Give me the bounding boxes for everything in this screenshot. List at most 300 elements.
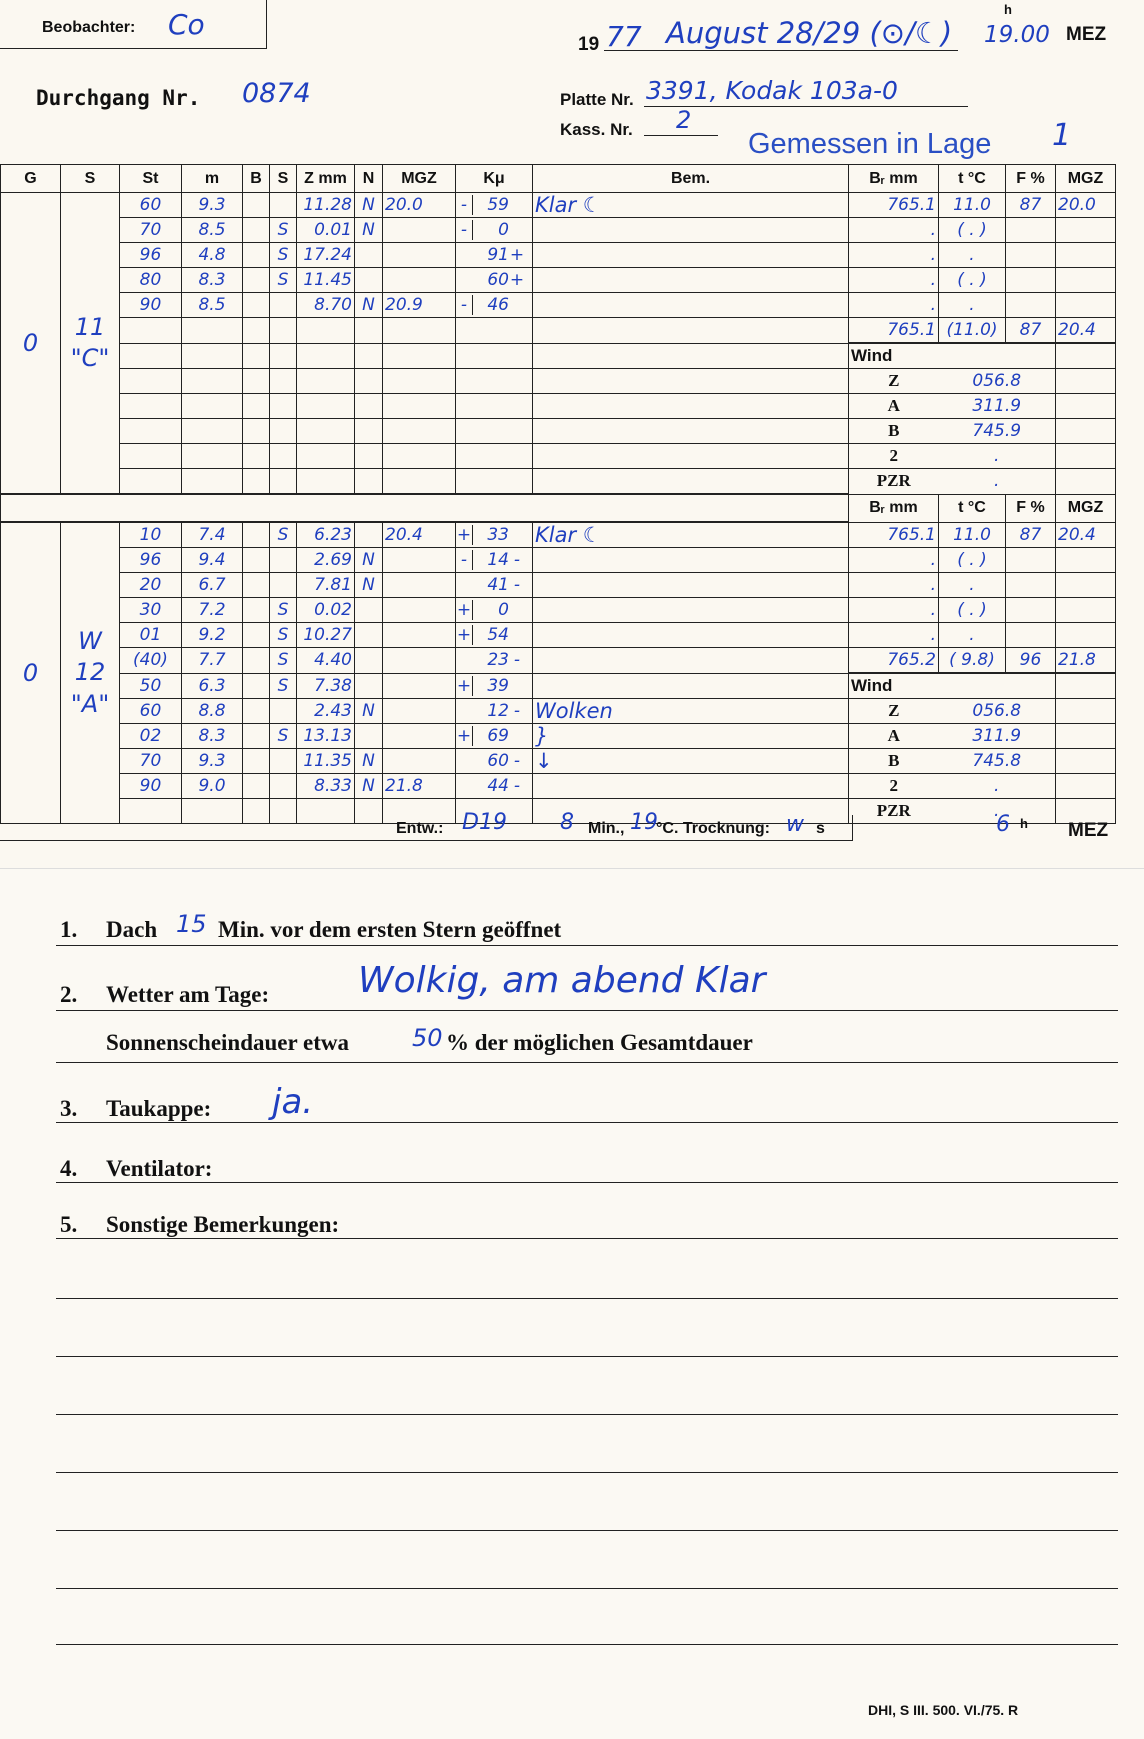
note5-label: Sonstige Bemerkungen:: [106, 1212, 340, 1237]
blank-line: [56, 1588, 1118, 1589]
k-value: 46: [487, 295, 509, 315]
plate-label: Platte Nr.: [560, 90, 634, 109]
note3-value: ja.: [272, 1082, 314, 1122]
bem-cell: [533, 444, 849, 469]
k-value: 33: [487, 525, 509, 545]
param-blank: [1056, 369, 1116, 394]
m-cell: [182, 419, 243, 444]
wind-label: Wind: [849, 343, 1056, 369]
k-sign: +: [456, 625, 472, 645]
k-value: 54: [487, 625, 509, 645]
param-value: .: [939, 774, 1056, 799]
k-sign: +: [456, 675, 472, 696]
mgz-cell: [383, 268, 456, 293]
s-tag: "C": [70, 344, 110, 372]
mgz2-cell: [1056, 598, 1116, 623]
k-sign: -: [456, 550, 473, 570]
k-value: 14: [487, 550, 509, 570]
b-cell: [243, 548, 270, 573]
mgz2-cell: [1056, 243, 1116, 268]
br-cell: 765.1: [849, 318, 939, 344]
table-row: [1, 369, 1116, 394]
k-suffix: -: [513, 776, 521, 796]
st-cell: 70: [120, 218, 182, 243]
st-cell: (40): [120, 648, 182, 674]
bem-cell: [533, 469, 849, 495]
b-cell: [243, 774, 270, 799]
param-blank: [1056, 444, 1116, 469]
plate-underline: [644, 106, 968, 107]
m-cell: [182, 318, 243, 344]
b-cell: [243, 243, 270, 268]
s2-cell: S: [270, 218, 297, 243]
section-separator: [1, 494, 1116, 522]
b-cell: [243, 598, 270, 623]
n-cell: N: [355, 699, 383, 724]
k-suffix: -: [513, 701, 521, 721]
measured-value: 1: [1052, 118, 1072, 153]
s-cell: [61, 522, 120, 824]
z-cell: 8.70: [297, 293, 355, 318]
z-cell: 17.24: [297, 243, 355, 268]
k-cell: [456, 724, 533, 749]
f-cell: [1006, 623, 1056, 648]
m-cell: 9.3: [182, 749, 243, 774]
br-cell: .: [849, 293, 939, 318]
mgz-cell: [383, 218, 456, 243]
table-row: [1, 623, 1116, 648]
note2-line: [56, 1010, 1118, 1011]
col-br-2: Bᵣ mm: [849, 494, 939, 522]
mgz-cell: [383, 648, 456, 674]
col-n: N: [355, 165, 383, 193]
param-blank: [1056, 774, 1116, 799]
table-row: [1, 724, 1116, 749]
year-suffix: 77: [606, 20, 642, 53]
mgz-cell: [383, 749, 456, 774]
t-cell: ( . ): [939, 218, 1006, 243]
k-cell: [456, 369, 533, 394]
min-value: 8: [560, 810, 574, 835]
k-cell: [456, 318, 533, 344]
st-cell: 80: [120, 268, 182, 293]
observation-table: [0, 164, 1116, 824]
b-cell: [243, 343, 270, 369]
note3-label: Taukappe:: [106, 1096, 212, 1121]
f-cell: [1006, 573, 1056, 598]
wind-mgz: [1056, 343, 1116, 369]
k-value: 0: [498, 220, 509, 240]
mgz-cell: [383, 673, 456, 699]
st-cell: 30: [120, 598, 182, 623]
mgz-cell: [383, 724, 456, 749]
observer-value: Co: [168, 8, 205, 41]
measured-label: Gemessen in Lage: [748, 128, 992, 160]
n-cell: [355, 444, 383, 469]
param-label: 2: [849, 444, 939, 469]
b-cell: [243, 623, 270, 648]
year-prefix: 19: [578, 34, 600, 55]
s2-cell: S: [270, 673, 297, 699]
bem-cell: [533, 419, 849, 444]
n-cell: [355, 268, 383, 293]
wind-label: Wind: [849, 673, 1056, 699]
k-cell: [456, 548, 533, 573]
m-cell: 8.5: [182, 218, 243, 243]
st-cell: 90: [120, 293, 182, 318]
z-cell: 6.23: [297, 522, 355, 548]
s2-cell: S: [270, 623, 297, 648]
note1-line: [56, 945, 1118, 946]
mgz-cell: 20.9: [383, 293, 456, 318]
f-cell: [1006, 293, 1056, 318]
sun-line: [56, 1062, 1118, 1063]
m-cell: [182, 394, 243, 419]
date-underline: [604, 50, 958, 51]
t-cell: .: [939, 243, 1006, 268]
b-cell: [243, 419, 270, 444]
col-f: F %: [1006, 165, 1056, 193]
mgz2-cell: 20.4: [1056, 522, 1116, 548]
s2-cell: [270, 394, 297, 419]
k-value: 23: [487, 650, 509, 671]
col-s: S: [61, 165, 120, 193]
bem-cell: [533, 774, 849, 799]
param-blank: [1056, 394, 1116, 419]
table-row: [1, 573, 1116, 598]
note1-num: 1.: [60, 917, 78, 942]
note3-num: 3.: [60, 1096, 78, 1121]
g-cell: 0: [1, 193, 61, 495]
n-cell: [355, 522, 383, 548]
s2-cell: S: [270, 522, 297, 548]
b-cell: [243, 268, 270, 293]
m-cell: 8.5: [182, 293, 243, 318]
transit-label: Durchgang Nr.: [36, 86, 201, 110]
table-row: [1, 648, 1116, 674]
m-cell: 6.7: [182, 573, 243, 598]
m-cell: [182, 369, 243, 394]
b-cell: [243, 724, 270, 749]
k-cell: [456, 394, 533, 419]
col-k: Kμ: [456, 165, 533, 193]
mgz-cell: [383, 394, 456, 419]
col-t: t °C: [939, 165, 1006, 193]
m-cell: 8.8: [182, 699, 243, 724]
st-cell: [120, 394, 182, 419]
z-cell: 10.27: [297, 623, 355, 648]
mgz2-cell: [1056, 623, 1116, 648]
k-cell: [456, 293, 533, 318]
n-cell: [355, 673, 383, 699]
z-cell: 7.81: [297, 573, 355, 598]
mgz-cell: [383, 699, 456, 724]
k-value: 69: [487, 726, 509, 746]
b-cell: [243, 573, 270, 598]
k-suffix: -: [513, 751, 521, 771]
param-label: PZR: [849, 469, 939, 495]
st-cell: 90: [120, 774, 182, 799]
m-cell: 9.4: [182, 548, 243, 573]
st-cell: 96: [120, 548, 182, 573]
n-cell: [355, 469, 383, 495]
st-cell: [120, 419, 182, 444]
m-cell: 7.2: [182, 598, 243, 623]
f-cell: 87: [1006, 522, 1056, 548]
b-cell: [243, 394, 270, 419]
param-value: 056.8: [939, 699, 1056, 724]
table-row: [1, 343, 1116, 369]
z-cell: 13.13: [297, 724, 355, 749]
bem-cell: [533, 318, 849, 344]
m-cell: 8.3: [182, 268, 243, 293]
k-cell: [456, 268, 533, 293]
mgz2-cell: [1056, 218, 1116, 243]
s2-cell: [270, 193, 297, 218]
n-cell: N: [355, 193, 383, 218]
entw-value: D19: [462, 810, 507, 835]
table-row: [1, 318, 1116, 344]
s2-cell: [270, 469, 297, 495]
param-value: 311.9: [939, 724, 1056, 749]
b-cell: [243, 648, 270, 674]
z-cell: 11.28: [297, 193, 355, 218]
bem-cell: }: [533, 724, 849, 749]
f-cell: [1006, 218, 1056, 243]
st-cell: 20: [120, 573, 182, 598]
table-row: [1, 673, 1116, 699]
s2-cell: [270, 369, 297, 394]
hour-mark: h: [1004, 2, 1012, 17]
note5-num: 5.: [60, 1212, 78, 1237]
k-value: 44: [487, 776, 509, 796]
end-tz-label: MEZ: [1068, 820, 1109, 841]
temp-value: 19: [630, 810, 658, 835]
mgz2-cell: 21.8: [1056, 648, 1116, 674]
n-cell: [355, 724, 383, 749]
table-row: [1, 522, 1116, 548]
mgz-cell: [383, 369, 456, 394]
k-cell: [456, 598, 533, 623]
bem-cell: Klar ☾: [533, 522, 849, 548]
blank-line: [56, 1644, 1118, 1645]
blank-line: [56, 1298, 1118, 1299]
m-cell: 6.3: [182, 673, 243, 699]
br-cell: .: [849, 623, 939, 648]
t-cell: ( . ): [939, 268, 1006, 293]
table-row: [1, 243, 1116, 268]
mgz2-cell: [1056, 548, 1116, 573]
k-cell: [456, 343, 533, 369]
s2-cell: [270, 749, 297, 774]
z-cell: [297, 444, 355, 469]
z-cell: [297, 394, 355, 419]
k-cell: [456, 623, 533, 648]
br-cell: .: [849, 598, 939, 623]
s2-cell: [270, 419, 297, 444]
k-suffix: -: [513, 550, 521, 570]
mgz2-cell: [1056, 268, 1116, 293]
col-br: Bᵣ mm: [849, 165, 939, 193]
sun-post: % der möglichen Gesamtdauer: [446, 1030, 753, 1055]
wind-mgz: [1056, 673, 1116, 699]
bem-cell: [533, 218, 849, 243]
param-label: A: [849, 394, 939, 419]
t-cell: .: [939, 623, 1006, 648]
k-cell: [456, 444, 533, 469]
k-suffix: -: [513, 575, 521, 595]
tz-label: MEZ: [1066, 24, 1107, 45]
end-time-mark: h: [1020, 816, 1028, 831]
k-value: 60: [487, 270, 509, 290]
col-mgz-2: MGZ: [1056, 494, 1116, 522]
m-cell: [182, 444, 243, 469]
trock-suffix: s: [816, 820, 825, 837]
b-cell: [243, 749, 270, 774]
bem-cell: [533, 673, 849, 699]
m-cell: 9.0: [182, 774, 243, 799]
k-cell: [456, 419, 533, 444]
m-cell: 9.2: [182, 623, 243, 648]
param-label: A: [849, 724, 939, 749]
mgz-cell: [383, 318, 456, 344]
note1-value: 15: [176, 910, 207, 938]
bem-cell: [533, 573, 849, 598]
table-row: [1, 749, 1116, 774]
b-cell: [243, 193, 270, 218]
bem-cell: [533, 293, 849, 318]
mgz-cell: [383, 343, 456, 369]
br-cell: .: [849, 548, 939, 573]
k-sign: -: [456, 195, 473, 215]
mgz-cell: 20.0: [383, 193, 456, 218]
blank-line: [56, 1356, 1118, 1357]
trock-label: °C. Trocknung:: [656, 820, 770, 837]
n-cell: [355, 623, 383, 648]
sun-value: 50: [412, 1024, 443, 1052]
bem-cell: Klar ☾: [533, 193, 849, 218]
cassette-label: Kass. Nr.: [560, 120, 633, 139]
b-cell: [243, 369, 270, 394]
param-label: B: [849, 419, 939, 444]
k-cell: [456, 218, 533, 243]
separator-left: [1, 494, 849, 522]
bem-cell: ↓: [533, 749, 849, 774]
k-value: 59: [487, 195, 509, 215]
st-cell: [120, 469, 182, 495]
s-value: 11: [74, 312, 106, 341]
b-cell: [243, 699, 270, 724]
z-cell: 0.02: [297, 598, 355, 623]
s2-cell: [270, 343, 297, 369]
z-cell: 4.40: [297, 648, 355, 674]
col-f-2: F %: [1006, 494, 1056, 522]
s2-cell: [270, 699, 297, 724]
form-code: DHI, S III. 500. VI./75. R: [868, 1702, 1019, 1718]
t-cell: .: [939, 293, 1006, 318]
s2-cell: [270, 573, 297, 598]
note1-pre: Dach: [106, 917, 158, 942]
t-cell: ( . ): [939, 598, 1006, 623]
t-cell: 11.0: [939, 522, 1006, 548]
n-cell: [355, 369, 383, 394]
mgz-cell: [383, 573, 456, 598]
n-cell: N: [355, 774, 383, 799]
end-time-value: 6: [996, 812, 1010, 837]
n-cell: [355, 343, 383, 369]
s2-cell: S: [270, 648, 297, 674]
table-row: [1, 774, 1116, 799]
bem-cell: [533, 343, 849, 369]
z-cell: 11.35: [297, 749, 355, 774]
k-value: 41: [487, 575, 509, 595]
k-value: 12: [487, 701, 509, 721]
note3-line: [56, 1122, 1118, 1123]
mgz2-cell: [1056, 573, 1116, 598]
s-value: 12: [74, 658, 106, 687]
n-cell: [355, 419, 383, 444]
k-cell: [456, 648, 533, 674]
t-cell: ( 9.8): [939, 648, 1006, 674]
bem-cell: [533, 268, 849, 293]
mgz2-cell: [1056, 293, 1116, 318]
col-mgz2: MGZ: [1056, 165, 1116, 193]
z-cell: 11.45: [297, 268, 355, 293]
b-cell: [243, 444, 270, 469]
table-row: [1, 699, 1116, 724]
s-tag: "A": [70, 689, 110, 718]
k-cell: [456, 699, 533, 724]
s-cell: [61, 193, 120, 495]
m-cell: 4.8: [182, 243, 243, 268]
bem-cell: [533, 394, 849, 419]
br-cell: .: [849, 218, 939, 243]
z-cell: [297, 469, 355, 495]
col-t-2: t °C: [939, 494, 1006, 522]
br-cell: 765.1: [849, 522, 939, 548]
table-row: [1, 469, 1116, 495]
table-row: [1, 268, 1116, 293]
k-sign: -: [456, 220, 473, 240]
k-cell: [456, 522, 533, 548]
note2-value: Wolkig, am abend Klar: [358, 960, 766, 1001]
z-cell: 0.01: [297, 218, 355, 243]
mgz-cell: [383, 598, 456, 623]
n-cell: [355, 598, 383, 623]
z-cell: 8.33: [297, 774, 355, 799]
bem-cell: [533, 598, 849, 623]
b-cell: [243, 673, 270, 699]
param-value: .: [939, 444, 1056, 469]
s2-cell: [270, 293, 297, 318]
bem-cell: [533, 243, 849, 268]
param-blank: [1056, 699, 1116, 724]
m-cell: 7.7: [182, 648, 243, 674]
col-bem: Bem.: [533, 165, 849, 193]
param-label: PZR: [849, 799, 939, 824]
k-suffix: +: [509, 245, 525, 265]
st-cell: [120, 444, 182, 469]
b-cell: [243, 469, 270, 495]
mgz-cell: [383, 444, 456, 469]
mgz-cell: [383, 243, 456, 268]
z-cell: [297, 343, 355, 369]
t-cell: .: [939, 573, 1006, 598]
s2-cell: S: [270, 268, 297, 293]
st-cell: 01: [120, 623, 182, 648]
k-sign: +: [456, 726, 472, 746]
mgz2-cell: 20.4: [1056, 318, 1116, 344]
